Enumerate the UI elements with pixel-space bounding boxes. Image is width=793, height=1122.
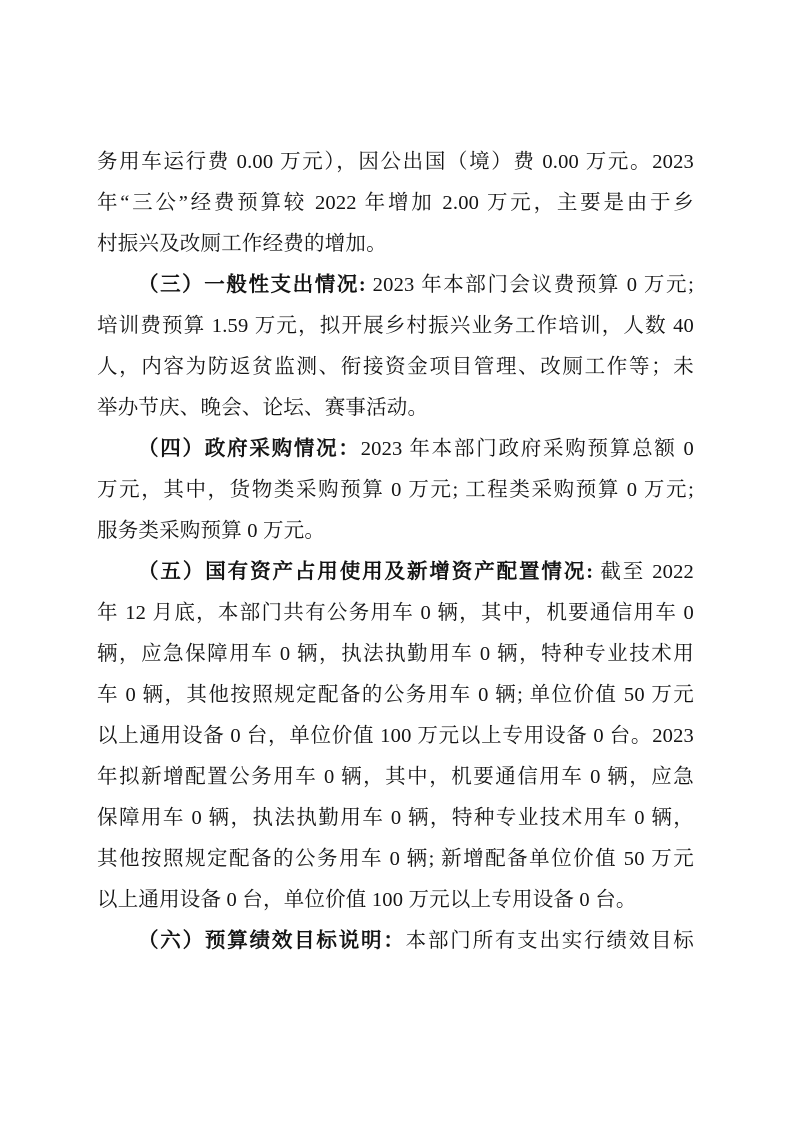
body-text: 以上通用设备 0 台，单位价值 100 万元以上专用设备 0 台。: [97, 889, 637, 911]
body-text: 以上通用设备 0 台，单位价值 100 万元以上专用设备 0 台。2023: [97, 725, 694, 747]
body-text: 保障用车 0 辆，执法执勤用车 0 辆，特种专业技术用车 0 辆，: [97, 807, 694, 829]
text-line: [97, 224, 694, 265]
text-line: [97, 798, 694, 839]
body-text: 年拟新增配置公务用车 0 辆，其中，机要通信用车 0 辆，应急: [97, 766, 694, 788]
body-text: 年“三公”经费预算较 2022 年增加 2.00 万元，主要是由于乡: [97, 192, 694, 214]
text-line: [97, 593, 694, 634]
text-line: [97, 511, 694, 552]
body-text: 万元，其中，货物类采购预算 0 万元; 工程类采购预算 0 万元;: [97, 479, 694, 501]
body-text: 服务类采购预算 0 万元。: [97, 520, 326, 542]
text-line: [97, 839, 694, 880]
body-text: 2023 年本部门政府采购预算总额 0: [360, 438, 694, 460]
body-text: 本部门所有支出实行绩效目标: [405, 930, 694, 952]
document-body: [97, 142, 694, 962]
body-text: 举办节庆、晚会、论坛、赛事活动。: [97, 397, 429, 419]
text-line: [97, 634, 694, 675]
text-line: [97, 757, 694, 798]
section-heading-text: （六）预算绩效目标说明：: [138, 930, 406, 952]
body-text: 务用车运行费 0.00 万元），因公出国（境）费 0.00 万元。2023: [97, 151, 694, 173]
paragraph: [97, 429, 694, 552]
text-line: [97, 142, 694, 183]
body-text: 年 12 月底，本部门共有公务用车 0 辆，其中，机要通信用车 0: [97, 602, 694, 624]
paragraph: [97, 921, 694, 962]
text-line: [97, 552, 694, 593]
text-line: [97, 347, 694, 388]
text-line: [97, 429, 694, 470]
text-line: [97, 470, 694, 511]
text-line: [97, 265, 694, 306]
body-text: 其他按照规定配备的公务用车 0 辆; 新增配备单位价值 50 万元: [97, 848, 694, 870]
section-heading-text: （五）国有资产占用使用及新增资产配置情况:: [138, 561, 594, 583]
body-text: 截至 2022: [593, 561, 694, 583]
text-line: [97, 306, 694, 347]
section-heading-text: （三）一般性支出情况:: [138, 274, 366, 296]
body-text: 村振兴及改厕工作经费的增加。: [97, 233, 387, 255]
paragraph: [97, 552, 694, 921]
text-line: [97, 388, 694, 429]
text-line: [97, 880, 694, 921]
body-text: 车 0 辆，其他按照规定配备的公务用车 0 辆; 单位价值 50 万元: [97, 684, 694, 706]
text-line: [97, 183, 694, 224]
text-line: [97, 921, 694, 962]
section-heading-text: （四）政府采购情况：: [138, 438, 361, 460]
body-text: 2023 年本部门会议费预算 0 万元;: [365, 274, 694, 296]
text-line: [97, 716, 694, 757]
body-text: 人，内容为防返贫监测、衔接资金项目管理、改厕工作等；未: [97, 356, 694, 378]
body-text: 辆，应急保障用车 0 辆，执法执勤用车 0 辆，特种专业技术用: [97, 643, 694, 665]
paragraph: [97, 265, 694, 429]
paragraph: [97, 142, 694, 265]
text-line: [97, 675, 694, 716]
body-text: 培训费预算 1.59 万元，拟开展乡村振兴业务工作培训，人数 40: [97, 315, 694, 337]
